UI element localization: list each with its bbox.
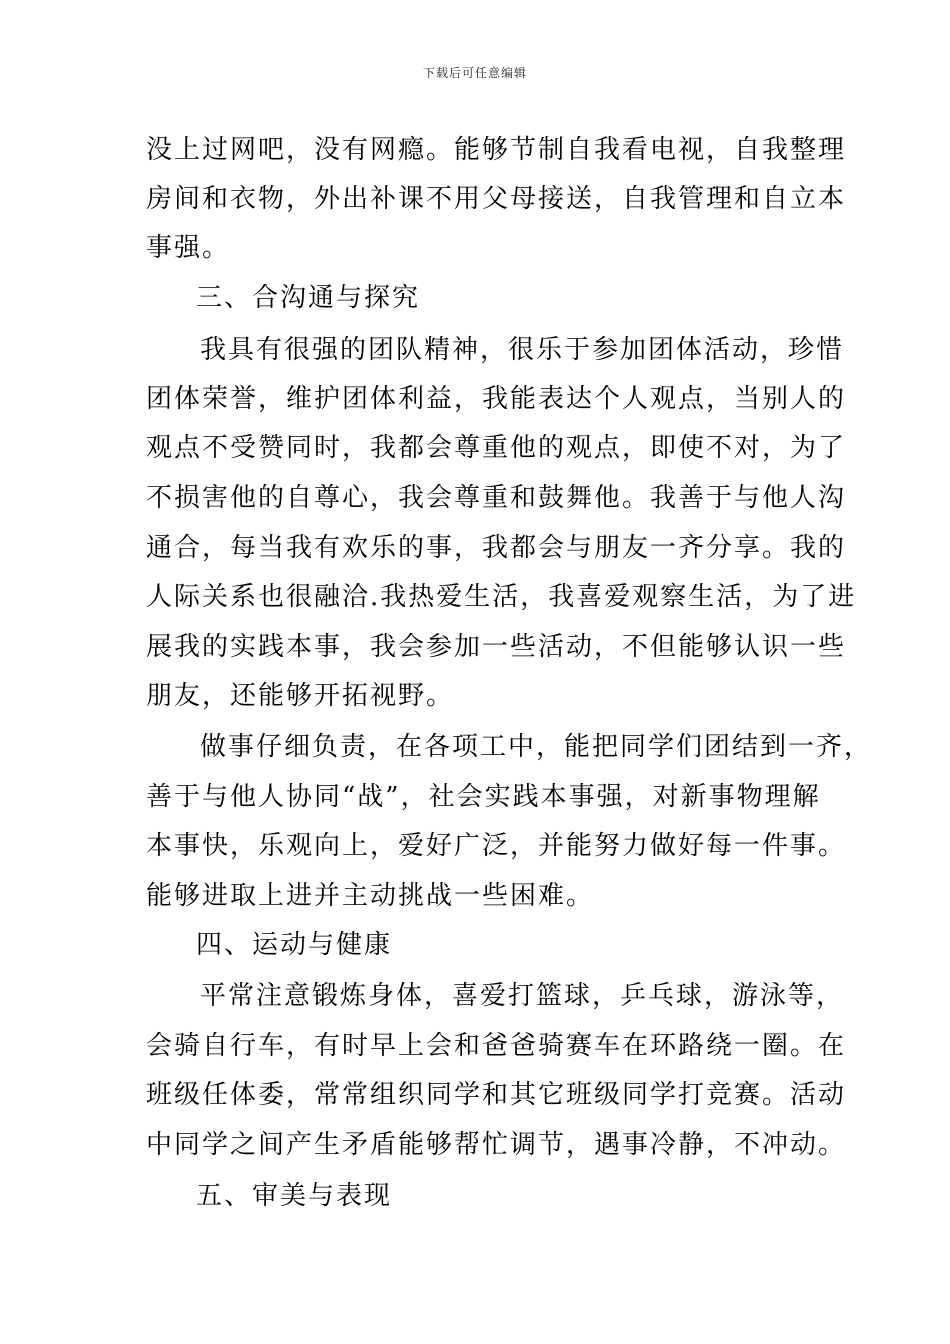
text-line: 没上过网吧，没有网瘾。能够节制自我看电视，自我整理 [146,135,847,165]
text-line: 能够进取上进并主动挑战一些困难。 [146,881,595,911]
text-line: 班级任体委，常常组织同学和其它班级同学打竞赛。活动 [146,1080,847,1110]
text-line: 通合，每当我有欢乐的事，我都会与朋友一齐分享。我的 [146,533,847,563]
text-line: 展我的实践本事，我会参加一些活动，不但能够认识一些 [146,632,847,662]
text-line: 不损害他的自尊心，我会尊重和鼓舞他。我善于与他人沟 [146,483,847,513]
text-line: 平常注意锻炼身体，喜爱打篮球，乒乓球，游泳等， [200,981,845,1011]
section-heading: 五、审美与表现 [196,1181,393,1211]
text-line: 观点不受赞同时，我都会尊重他的观点，即使不对，为了 [146,433,847,463]
text-line: 中同学之间产生矛盾能够帮忙调节，遇事冷静，不冲动。 [146,1130,847,1160]
text-line: 房间和衣物，外出补课不用父母接送，自我管理和自立本 [146,184,847,214]
section-heading: 四、运动与健康 [196,930,393,960]
text-line: 本事快，乐观向上，爱好广泛，并能努力做好每一件事。 [146,831,847,861]
text-line: 朋友，还能够开拓视野。 [146,681,455,711]
text-line: 善于与他人协同“战”，社会实践本事强，对新事物理解 [146,782,821,812]
text-line: 会骑自行车，有时早上会和爸爸骑赛车在环路绕一圈。在 [146,1031,847,1061]
text-line: 事强。 [146,233,231,263]
text-line: 人际关系也很融洽.我热爱生活，我喜爱观察生活，为了进 [146,582,857,612]
text-line: 我具有很强的团队精神，很乐于参加团体活动，珍惜 [200,335,845,365]
section-heading: 三、合沟通与探究 [196,283,421,313]
text-line: 团体荣誉，维护团体利益，我能表达个人观点，当别人的 [146,384,847,414]
text-line: 做事仔细负责，在各项工中，能把同学们团结到一齐， [200,732,873,762]
page-header: 下载后可任意编辑 [422,66,527,80]
